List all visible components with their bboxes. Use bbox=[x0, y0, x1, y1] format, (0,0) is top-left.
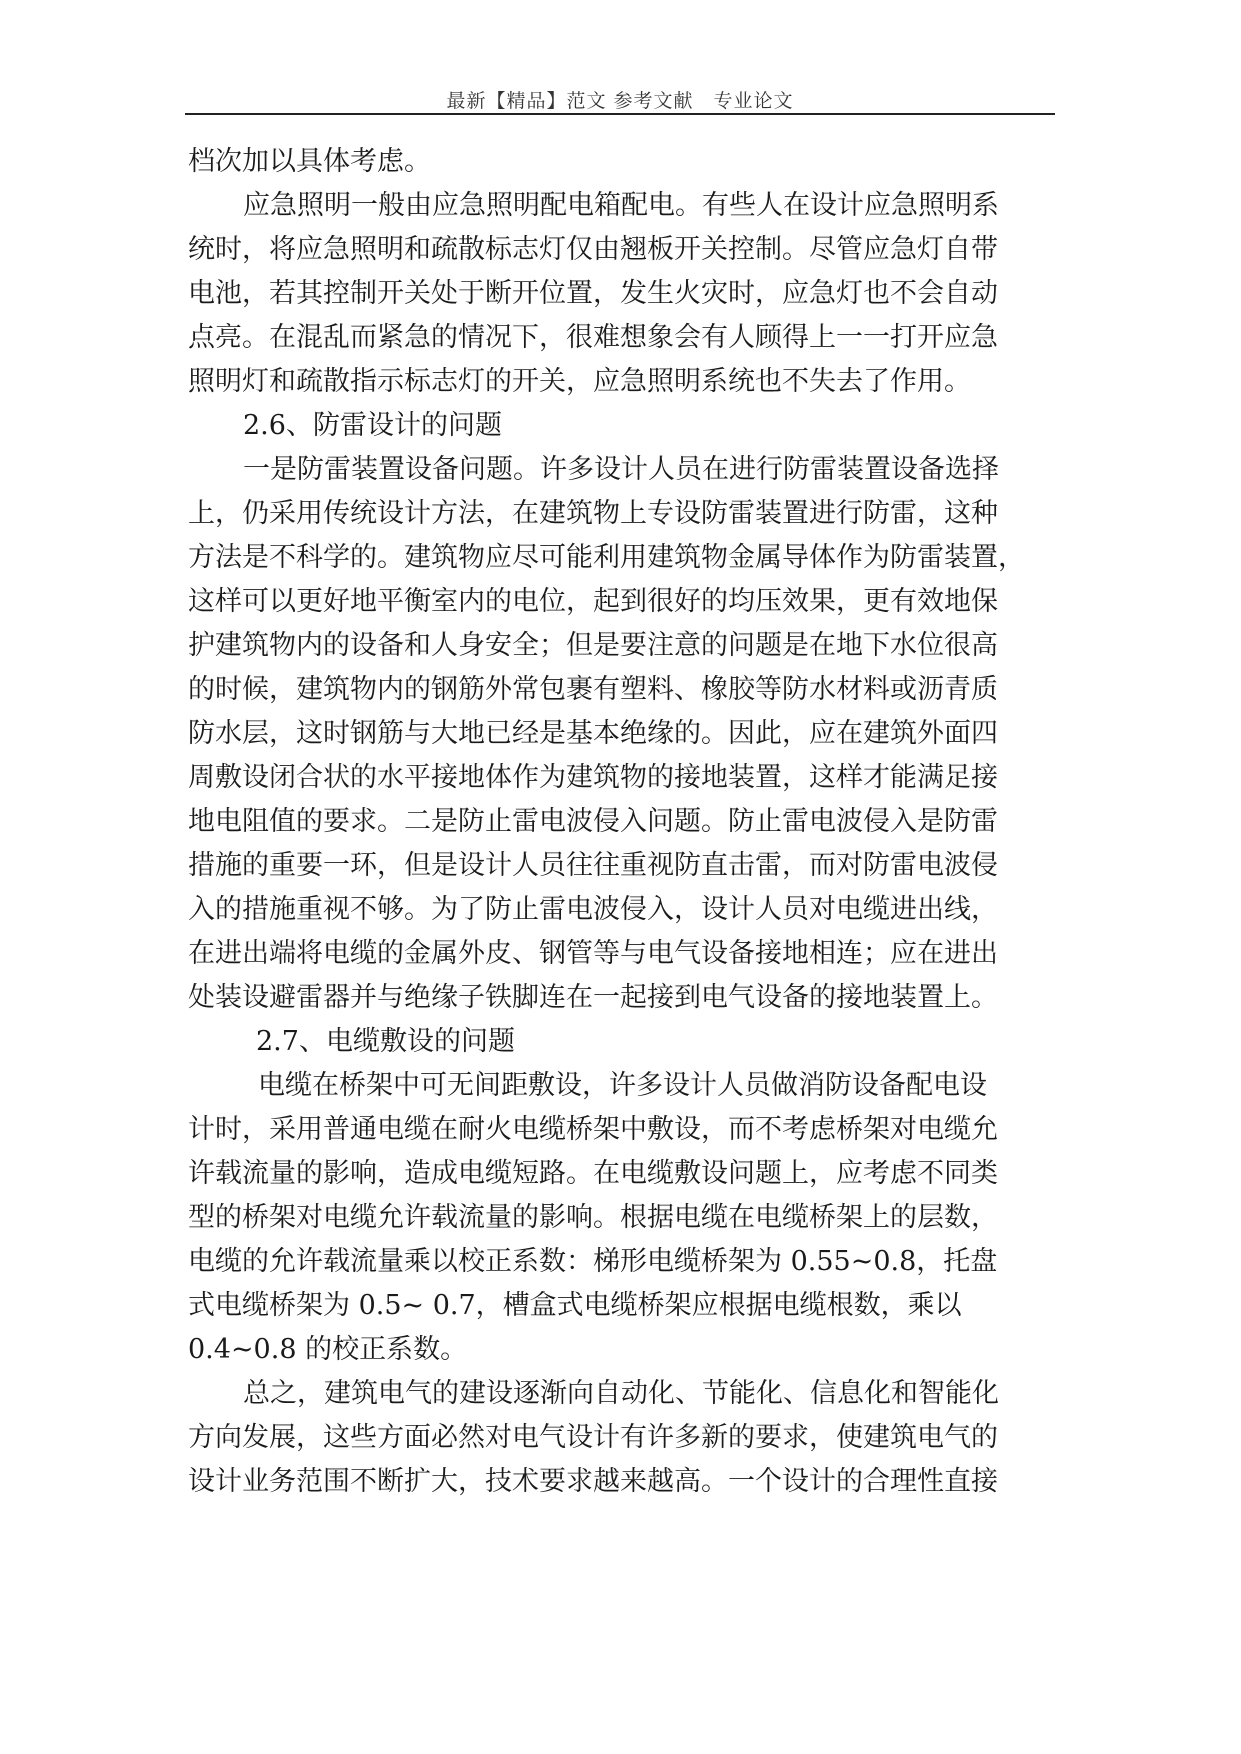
text-line: 措施的重要一环，但是设计人员往往重视防直击雷，而对防雷电波侵 bbox=[188, 850, 998, 881]
text-line: 上，仍采用传统设计方法，在建筑物上专设防雷装置进行防雷，这种 bbox=[188, 498, 998, 529]
paragraph-start-line: 电缆在桥架中可无间距敷设，许多设计人员做消防设备配电设 bbox=[258, 1070, 987, 1101]
text-line: 许载流量的影响，造成电缆短路。在电缆敷设问题上，应考虑不同类 bbox=[188, 1158, 998, 1189]
section-heading: 2.6、防雷设计的问题 bbox=[243, 410, 502, 441]
text-line: 型的桥架对电缆允许载流量的影响。根据电缆在电缆桥架上的层数， bbox=[188, 1202, 998, 1233]
section-heading: 2.7、电缆敷设的问题 bbox=[256, 1026, 515, 1057]
text-line: 方向发展，这些方面必然对电气设计有许多新的要求，使建筑电气的 bbox=[188, 1422, 998, 1453]
text-line: 在进出端将电缆的金属外皮、钢管等与电气设备接地相连；应在进出 bbox=[188, 938, 998, 969]
page-header: 最新【精品】范文 参考文献 专业论文 bbox=[446, 90, 794, 112]
text-line: 方法是不科学的。建筑物应尽可能利用建筑物金属导体作为防雷装置， bbox=[188, 542, 1025, 573]
text-line: 统时，将应急照明和疏散标志灯仅由翘板开关控制。尽管应急灯自带 bbox=[188, 234, 998, 265]
text-line: 这样可以更好地平衡室内的电位，起到很好的均压效果，更有效地保 bbox=[188, 586, 998, 617]
text-line: 0.4~0.8 的校正系数。 bbox=[188, 1334, 468, 1365]
paragraph-start-line: 总之，建筑电气的建设逐渐向自动化、节能化、信息化和智能化 bbox=[243, 1378, 999, 1409]
text-line: 地电阻值的要求。二是防止雷电波侵入问题。防止雷电波侵入是防雷 bbox=[188, 806, 998, 837]
text-line: 护建筑物内的设备和人身安全；但是要注意的问题是在地下水位很高 bbox=[188, 630, 998, 661]
text-line: 点亮。在混乱而紧急的情况下，很难想象会有人顾得上一一打开应急 bbox=[188, 322, 998, 353]
header-rule bbox=[185, 113, 1055, 115]
text-line: 防水层，这时钢筋与大地已经是基本绝缘的。因此，应在建筑外面四 bbox=[188, 718, 998, 749]
paragraph-start-line: 一是防雷装置设备问题。许多设计人员在进行防雷装置设备选择 bbox=[243, 454, 999, 485]
text-line: 处装设避雷器并与绝缘子铁脚连在一起接到电气设备的接地装置上。 bbox=[188, 982, 998, 1013]
text-line: 的时候，建筑物内的钢筋外常包裹有塑料、橡胶等防水材料或沥青质 bbox=[188, 674, 998, 705]
text-line: 式电缆桥架为 0.5~ 0.7，槽盒式电缆桥架应根据电缆根数，乘以 bbox=[188, 1290, 962, 1321]
text-line: 档次加以具体考虑。 bbox=[188, 146, 431, 177]
paragraph-start-line: 应急照明一般由应急照明配电箱配电。有些人在设计应急照明系 bbox=[243, 190, 999, 221]
text-line: 周敷设闭合状的水平接地体作为建筑物的接地装置，这样才能满足接 bbox=[188, 762, 998, 793]
document-body bbox=[188, 140, 1068, 1504]
text-line: 计时，采用普通电缆在耐火电缆桥架中敷设，而不考虑桥架对电缆允 bbox=[188, 1114, 998, 1145]
text-line: 电池，若其控制开关处于断开位置，发生火灾时，应急灯也不会自动 bbox=[188, 278, 998, 309]
text-line: 设计业务范围不断扩大，技术要求越来越高。一个设计的合理性直接 bbox=[188, 1466, 998, 1497]
text-line: 入的措施重视不够。为了防止雷电波侵入，设计人员对电缆进出线， bbox=[188, 894, 998, 925]
text-line: 电缆的允许载流量乘以校正系数：梯形电缆桥架为 0.55~0.8，托盘 bbox=[188, 1246, 998, 1277]
text-line: 照明灯和疏散指示标志灯的开关，应急照明系统也不失去了作用。 bbox=[188, 366, 971, 397]
